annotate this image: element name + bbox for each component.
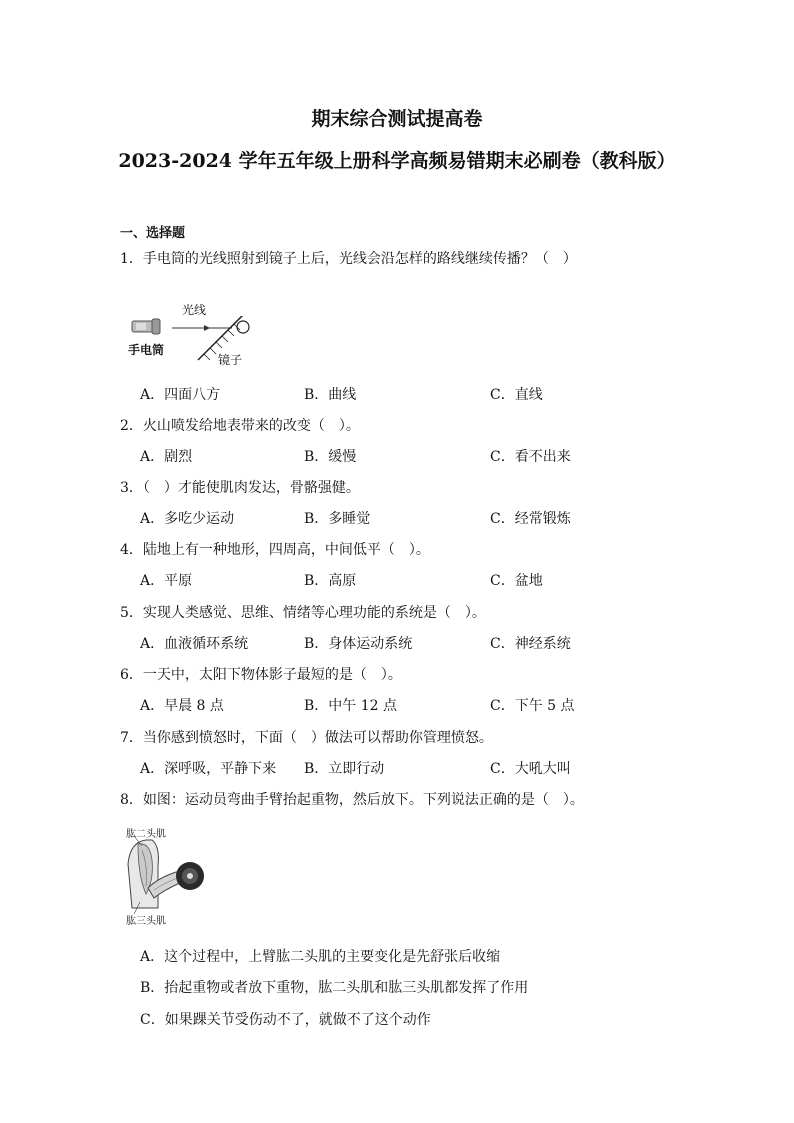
biceps-label: 肱二头肌 <box>126 829 166 840</box>
q2-option-b[interactable]: B．缓慢 <box>304 449 357 465</box>
question-5: 5．实现人类感觉、思维、情绪等心理功能的系统是（ ）。 <box>120 605 486 621</box>
q5-option-b[interactable]: B．身体运动系统 <box>304 636 413 652</box>
q8-option-c[interactable]: C．如果踝关节受伤动不了，就做不了这个动作 <box>140 1012 431 1028</box>
q5-option-a[interactable]: A．血液循环系统 <box>140 636 249 652</box>
q8-option-b[interactable]: B．抬起重物或者放下重物，肱二头肌和肱三头肌都发挥了作用 <box>140 980 529 996</box>
q4-option-c[interactable]: C．盆地 <box>490 573 543 589</box>
arm-muscle-figure <box>124 836 220 914</box>
flashlight-label: 手电筒 <box>128 343 165 357</box>
flashlight-icon <box>132 319 160 334</box>
question-8: 8．如图：运动员弯曲手臂抬起重物，然后放下。下列说法正确的是（ ）。 <box>120 792 584 808</box>
q1-option-c[interactable]: C．直线 <box>490 387 543 403</box>
page-title: 期末综合测试提高卷 <box>311 108 483 130</box>
question-6: 6．一天中，太阳下物体影子最短的是（ ）。 <box>120 667 402 683</box>
weight-plate-icon <box>176 862 204 890</box>
mirror-label: 镜子 <box>218 353 243 367</box>
q2-option-a[interactable]: A．剧烈 <box>140 449 193 465</box>
q5-option-c[interactable]: C．神经系统 <box>490 636 571 652</box>
triceps-label: 肱三头肌 <box>126 916 166 927</box>
question-3: 3．（ ）才能使肌肉发达，骨骼强健。 <box>120 480 360 496</box>
question-2: 2．火山喷发给地表带来的改变（ ）。 <box>120 418 360 434</box>
question-1: 1．手电筒的光线照射到镜子上后，光线会沿怎样的路线继续传播？（ ） <box>120 251 577 267</box>
page-subtitle: 2023-2024 学年五年级上册科学高频易错期末必刷卷（教科版） <box>118 150 676 172</box>
light-label: 光线 <box>182 303 207 317</box>
q4-option-a[interactable]: A．平原 <box>140 573 193 589</box>
q3-option-a[interactable]: A．多吃少运动 <box>140 511 235 527</box>
q7-option-b[interactable]: B．立即行动 <box>304 761 385 777</box>
q4-option-b[interactable]: B．高原 <box>304 573 357 589</box>
question-7: 7．当你感到愤怒时，下面（ ）做法可以帮助你管理愤怒。 <box>120 730 493 746</box>
q3-option-b[interactable]: B．多睡觉 <box>304 511 371 527</box>
q7-option-a[interactable]: A．深呼吸，平静下来 <box>140 761 277 777</box>
q6-option-a[interactable]: A．早晨 8 点 <box>140 698 224 714</box>
q3-option-c[interactable]: C．经常锻炼 <box>490 511 571 527</box>
q8-option-a[interactable]: A．这个过程中，上臂肱二头肌的主要变化是先舒张后收缩 <box>140 949 501 965</box>
q7-option-c[interactable]: C．大吼大叫 <box>490 761 571 777</box>
mirror-pivot-icon <box>236 320 250 334</box>
q1-option-a[interactable]: A．四面八方 <box>140 387 221 403</box>
q6-option-b[interactable]: B．中午 12 点 <box>304 698 398 714</box>
q2-option-c[interactable]: C．看不出来 <box>490 449 571 465</box>
question-4: 4．陆地上有一种地形，四周高，中间低平（ ）。 <box>120 542 430 558</box>
q1-option-b[interactable]: B．曲线 <box>304 387 357 403</box>
q6-option-c[interactable]: C．下午 5 点 <box>490 698 575 714</box>
section-heading: 一、选择题 <box>120 226 186 241</box>
